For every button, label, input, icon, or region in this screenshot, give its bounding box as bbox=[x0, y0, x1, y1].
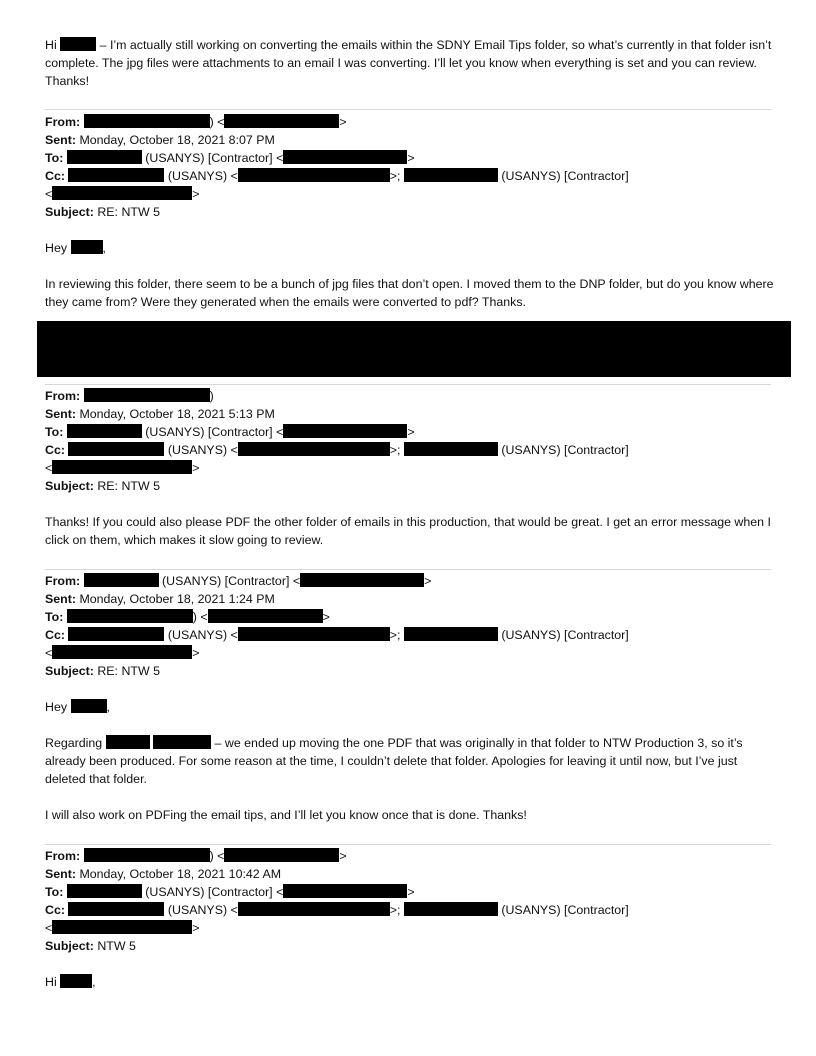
from-line bbox=[45, 572, 431, 590]
to-line bbox=[45, 423, 415, 441]
redaction-box bbox=[404, 442, 498, 456]
redaction-box bbox=[71, 240, 103, 254]
subject-line bbox=[45, 203, 160, 221]
redaction-box bbox=[106, 735, 150, 749]
cc-continuation-line bbox=[45, 459, 200, 477]
sent-line bbox=[45, 865, 281, 883]
subject-label: Subject: bbox=[45, 664, 94, 678]
cc-label: Cc: bbox=[45, 903, 65, 917]
to-line bbox=[45, 149, 415, 167]
to-value: (USANYS) [Contractor] < bbox=[145, 425, 284, 439]
redaction-box bbox=[238, 442, 390, 456]
redaction-box bbox=[67, 150, 142, 164]
from-value: ) < bbox=[209, 849, 225, 863]
to-label: To: bbox=[45, 151, 64, 165]
redaction-box bbox=[283, 424, 407, 438]
message-3-paragraph bbox=[45, 734, 775, 788]
redaction-box bbox=[71, 699, 107, 713]
greeting-word: Hi bbox=[45, 38, 57, 52]
cc-line bbox=[45, 167, 629, 185]
cc-cont-start: < bbox=[45, 921, 53, 935]
redaction-box bbox=[153, 735, 211, 749]
redaction-box bbox=[52, 460, 192, 474]
redaction-box bbox=[238, 627, 390, 641]
from-line bbox=[45, 847, 347, 865]
subject-value: RE: NTW 5 bbox=[97, 479, 160, 493]
to-value: (USANYS) [Contractor] < bbox=[145, 885, 284, 899]
redaction-block bbox=[37, 321, 791, 377]
to-line bbox=[45, 883, 415, 901]
message-body-text: – we ended up moving the one PDF that was originally in that folder to NTW Production 3, so it’s already been produced. For some reason at the time, I couldn’t delete that folder. Apologies for leaving it until now, but I’ve just deleted that folder. bbox=[45, 736, 743, 786]
to-end: > bbox=[407, 885, 415, 899]
subject-line bbox=[45, 662, 160, 680]
to-value: ) < bbox=[192, 610, 208, 624]
from-line bbox=[45, 387, 214, 405]
from-label: From: bbox=[45, 574, 81, 588]
redaction-box bbox=[67, 424, 142, 438]
redaction-box bbox=[67, 884, 142, 898]
message-body-text: Thanks! If you could also please PDF the other folder of emails in this production, that would be great. I get an error message when I click on them, which makes it slow going to review. bbox=[45, 515, 771, 547]
redaction-box bbox=[283, 884, 407, 898]
from-value: ) bbox=[209, 389, 214, 403]
redaction-box bbox=[208, 609, 323, 623]
to-value: (USANYS) [Contractor] < bbox=[145, 151, 284, 165]
cc-value-2: (USANYS) [Contractor] bbox=[501, 443, 629, 457]
redaction-box bbox=[68, 902, 164, 916]
cc-value-2: (USANYS) [Contractor] bbox=[501, 169, 629, 183]
subject-value: NTW 5 bbox=[97, 939, 136, 953]
cc-value-2: (USANYS) [Contractor] bbox=[501, 628, 629, 642]
subject-value: RE: NTW 5 bbox=[97, 664, 160, 678]
from-label: From: bbox=[45, 389, 81, 403]
cc-value-1: (USANYS) < bbox=[167, 443, 238, 457]
redaction-box bbox=[84, 388, 210, 402]
redaction-box bbox=[52, 920, 192, 934]
to-end: > bbox=[407, 425, 415, 439]
sent-line bbox=[45, 405, 275, 423]
body-prefix: Regarding bbox=[45, 736, 103, 750]
sent-label: Sent: bbox=[45, 592, 76, 606]
message-0-body bbox=[45, 36, 775, 90]
sent-label: Sent: bbox=[45, 867, 76, 881]
greeting-line bbox=[45, 973, 96, 991]
message-body-text: I will also work on PDFing the email tips, and I’ll let you know once that is done. Thanks! bbox=[45, 808, 527, 822]
to-end: > bbox=[322, 610, 330, 624]
redaction-box bbox=[60, 974, 92, 988]
cc-separator: >; bbox=[389, 903, 401, 917]
redaction-box bbox=[224, 848, 339, 862]
sent-label: Sent: bbox=[45, 407, 76, 421]
cc-continuation-line bbox=[45, 185, 200, 203]
to-label: To: bbox=[45, 610, 64, 624]
subject-line bbox=[45, 477, 160, 495]
cc-value-1: (USANYS) < bbox=[167, 169, 238, 183]
from-label: From: bbox=[45, 849, 81, 863]
cc-separator: >; bbox=[389, 169, 401, 183]
redaction-box bbox=[404, 168, 498, 182]
redaction-box bbox=[68, 627, 164, 641]
from-end: > bbox=[339, 115, 347, 129]
redaction-box bbox=[68, 442, 164, 456]
divider bbox=[45, 109, 771, 110]
cc-label: Cc: bbox=[45, 169, 65, 183]
subject-value: RE: NTW 5 bbox=[97, 205, 160, 219]
redaction-box bbox=[300, 573, 424, 587]
cc-cont-end: > bbox=[192, 646, 200, 660]
greeting-end: , bbox=[102, 241, 106, 255]
cc-cont-end: > bbox=[192, 921, 200, 935]
greeting-line bbox=[45, 698, 110, 716]
subject-line bbox=[45, 937, 136, 955]
cc-label: Cc: bbox=[45, 443, 65, 457]
greeting-word: Hey bbox=[45, 700, 68, 714]
cc-continuation-line bbox=[45, 644, 200, 662]
cc-separator: >; bbox=[389, 443, 401, 457]
to-end: > bbox=[407, 151, 415, 165]
cc-cont-end: > bbox=[192, 461, 200, 475]
to-label: To: bbox=[45, 425, 64, 439]
from-label: From: bbox=[45, 115, 81, 129]
cc-value-2: (USANYS) [Contractor] bbox=[501, 903, 629, 917]
divider bbox=[45, 844, 771, 845]
to-label: To: bbox=[45, 885, 64, 899]
divider bbox=[45, 384, 771, 385]
cc-value-1: (USANYS) < bbox=[167, 903, 238, 917]
message-2-body bbox=[45, 513, 775, 549]
cc-cont-start: < bbox=[45, 461, 53, 475]
redaction-box bbox=[84, 114, 210, 128]
cc-line bbox=[45, 441, 629, 459]
redaction-box bbox=[60, 37, 96, 51]
cc-value-1: (USANYS) < bbox=[167, 628, 238, 642]
from-value: ) < bbox=[209, 115, 225, 129]
cc-cont-start: < bbox=[45, 187, 53, 201]
from-value: (USANYS) [Contractor] < bbox=[162, 574, 301, 588]
greeting-end: , bbox=[92, 975, 96, 989]
cc-label: Cc: bbox=[45, 628, 65, 642]
cc-separator: >; bbox=[389, 628, 401, 642]
message-3-body bbox=[45, 734, 775, 788]
cc-line bbox=[45, 626, 629, 644]
redaction-box bbox=[68, 168, 164, 182]
from-end: > bbox=[424, 574, 432, 588]
redaction-box bbox=[84, 573, 159, 587]
divider bbox=[45, 569, 771, 570]
subject-label: Subject: bbox=[45, 205, 94, 219]
redaction-box bbox=[52, 186, 192, 200]
sent-value: Monday, October 18, 2021 8:07 PM bbox=[79, 133, 275, 147]
from-end: > bbox=[339, 849, 347, 863]
greeting-word: Hi bbox=[45, 975, 57, 989]
cc-cont-start: < bbox=[45, 646, 53, 660]
cc-continuation-line bbox=[45, 919, 200, 937]
cc-cont-end: > bbox=[192, 187, 200, 201]
from-line bbox=[45, 113, 347, 131]
redaction-box bbox=[67, 609, 193, 623]
greeting-line bbox=[45, 239, 106, 257]
sent-value: Monday, October 18, 2021 5:13 PM bbox=[79, 407, 275, 421]
redaction-box bbox=[224, 114, 339, 128]
message-1-body bbox=[45, 275, 775, 311]
subject-label: Subject: bbox=[45, 939, 94, 953]
sent-line bbox=[45, 131, 275, 149]
greeting-end: , bbox=[106, 700, 110, 714]
sent-value: Monday, October 18, 2021 10:42 AM bbox=[79, 867, 282, 881]
redaction-box bbox=[283, 150, 407, 164]
sent-value: Monday, October 18, 2021 1:24 PM bbox=[79, 592, 275, 606]
message-0-paragraph bbox=[45, 36, 775, 90]
redaction-box bbox=[404, 902, 498, 916]
subject-label: Subject: bbox=[45, 479, 94, 493]
greeting-word: Hey bbox=[45, 241, 68, 255]
to-line bbox=[45, 608, 330, 626]
cc-line bbox=[45, 901, 629, 919]
message-body-text: – I’m actually still working on converting the emails within the SDNY Email Tips folder, so what’s currently in that folder isn’t complete. The jpg files were attachments to an email I was converting. I’ll let you know when everything is set and you can review. Thanks! bbox=[45, 38, 772, 88]
sent-label: Sent: bbox=[45, 133, 76, 147]
message-body-text: In reviewing this folder, there seem to be a bunch of jpg files that don’t open. I moved them to the DNP folder, but do you know where they came from? Were they generated when the emails were converted to pdf? Thanks. bbox=[45, 277, 774, 309]
redaction-box bbox=[84, 848, 210, 862]
redaction-box bbox=[52, 645, 192, 659]
message-3-body-2 bbox=[45, 806, 775, 824]
redaction-box bbox=[404, 627, 498, 641]
redaction-box bbox=[238, 902, 390, 916]
redaction-box bbox=[238, 168, 390, 182]
sent-line bbox=[45, 590, 275, 608]
